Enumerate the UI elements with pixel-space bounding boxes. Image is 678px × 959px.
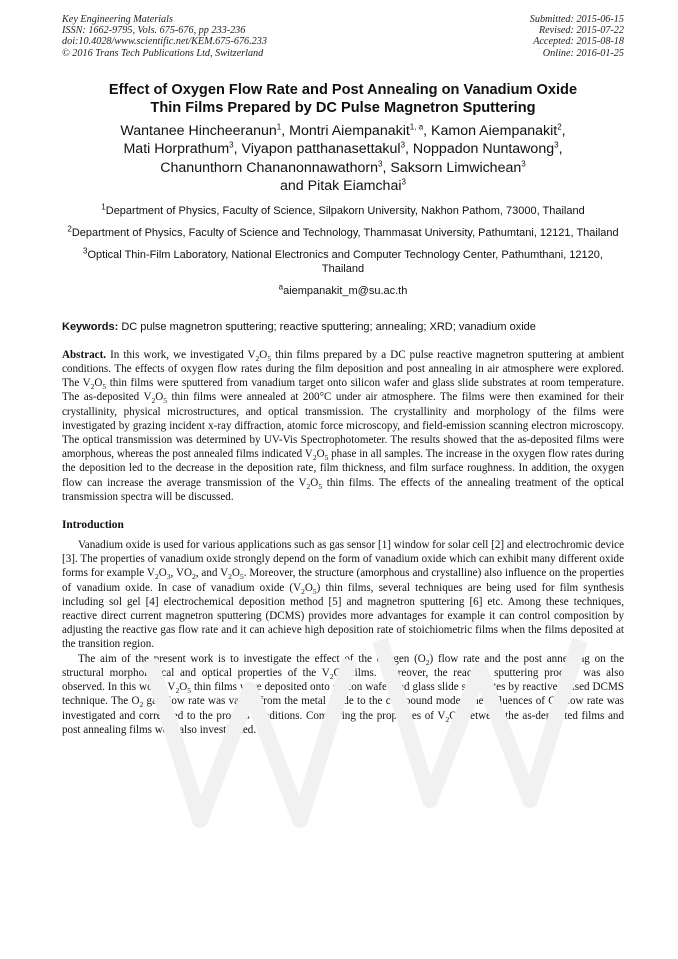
subscript: 2 (154, 572, 159, 582)
text-run: O (231, 567, 240, 580)
text-run: , VO (170, 567, 192, 580)
text-run: In this work, we investigated V (110, 348, 256, 361)
header-left (62, 14, 267, 59)
abstract-label: Abstract. (62, 348, 107, 361)
subscript: 2 (228, 572, 232, 582)
text-run: The aim of the present work is to investigate the effect of the oxygen (O (78, 652, 426, 665)
affiliation-1 (62, 204, 624, 218)
and-word: and (280, 178, 304, 195)
author-line-4 (62, 177, 624, 196)
subscript: 5 (163, 396, 167, 406)
subscript: 5 (318, 481, 323, 491)
author-name: Saksorn Limwichean (390, 159, 522, 176)
text-run: thin films were deposited onto silicon wafer and glass slide substrates by reactive pulsed DCMS technique. The O (62, 681, 624, 708)
title-line-2: Thin Films Prepared by DC Pulse Magnetron Sputtering (150, 99, 536, 116)
keywords-label: Keywords: (62, 320, 119, 333)
header-right (530, 14, 624, 59)
text-run: thin films. The effects of the annealing treatment of the optical transmission spectra will be discussed. (62, 476, 624, 503)
subscript: 2 (306, 481, 311, 491)
section-heading-introduction: Introduction (62, 519, 124, 532)
accepted-date: Accepted: 2015-08-18 (533, 36, 624, 48)
author-name: Noppadon Nuntawong (412, 141, 555, 158)
text-run: O (94, 377, 103, 390)
author-affil-mark: 1, a (409, 122, 424, 132)
paper-title (62, 81, 624, 117)
text-run: ) thin films, several techniques are being used for film synthesis including sol gel [4] electrochemical deposition method [5] and magnetron sputtering [6] etc. Among these techniques, reactive direct current magnetron sputtering (DCMS) provides more advantages for example it can control composition by adjusting the reactive gas flow rate and it can achieve high deposition rate of stoichiometric films when the films deposited at the transition region. (62, 581, 624, 651)
intro-paragraph-1 (62, 538, 624, 652)
author-affil-mark: 3 (229, 140, 234, 150)
corresponding-email[interactable] (62, 281, 624, 298)
text-run: O (333, 666, 342, 679)
text-run: thin films were sputtered from vanadium target onto silicon wafer and glass slide substrates at room temperature. The as-deposited V (62, 377, 624, 404)
text-run: O (179, 681, 188, 694)
author-affil-mark: 3 (378, 159, 383, 169)
affil-mark: 3 (83, 246, 88, 256)
issn-line: ISSN: 1662-9795, Vols. 675-676, pp 233-236 (62, 25, 246, 37)
revised-date: Revised: 2015-07-22 (538, 25, 624, 37)
journal-name: Key Engineering Materials (62, 14, 173, 25)
text-run: O (259, 348, 268, 361)
author-name: Chanunthorn Chananonnawathorn (160, 159, 378, 176)
author-line-2: Mati Horprathum$^3$, Viyapon patthanasettakul$^3$, Noppadon Nuntawong$^3$, (123, 140, 563, 158)
text-run: O (310, 476, 319, 489)
subscript: 2 (255, 354, 260, 364)
author-name: Viyapon patthanasettakul (241, 141, 401, 158)
subscript: 2 (151, 396, 156, 406)
text-run: films. Moreover, the reactive sputtering process was also observed. In this work, V (62, 666, 624, 694)
text-run: ) flow rate and the post annealing on the structural morphological and optical properties of the V (62, 652, 624, 679)
text-run: gas flow rate was varied from the metal mode to the compound mode. The influences of O (143, 695, 557, 708)
text-run: . Moreover, the structure (amorphous and crystalline) also influence on the properties of vanadium oxide. In case of vanadium oxide (V (62, 567, 624, 594)
author-affil-mark: 1 (276, 122, 282, 132)
doi-line[interactable]: doi:10.4028/www.scientific.net/KEM.675-676.233 (62, 36, 267, 48)
subscript: 5 (457, 714, 461, 724)
subscript: 5 (312, 586, 317, 596)
copyright-line: © 2016 Trans Tech Publications Ltd, Switzerland (62, 47, 264, 59)
subscript: 5 (187, 686, 191, 696)
email-mark: a (278, 281, 284, 291)
affiliation-2 (62, 226, 624, 240)
keywords (62, 320, 624, 334)
subscript: 2 (301, 586, 305, 596)
author-name: Pitak Eiamchai (307, 178, 402, 195)
text-run: thin films were annealed at 200°C under air atmosphere. The films were then examined for their crystallinity, physical microstructures, and optical transmission. The crystallinity and morphology of the films were investigated by grazing incident x-ray diffraction, atomic force microscopy, and field-emission scanning electron microscopy. The optical transmission was determined by UV-Vis Spectrophotometer. The results showed that the as-deposited films were amorphous, whereas the post annealed films indicated V (62, 391, 625, 461)
affiliation-text: Department of Physics, Faculty of Science, Silpakorn University, Nakhon Pathom, 73000, Thailand (105, 204, 585, 217)
abstract (62, 348, 624, 504)
affiliation-text: Department of Physics, Faculty of Science and Technology, Thammasat University, Pathumtani, 12121, Thailand (71, 227, 619, 240)
subscript: 2 (90, 382, 95, 392)
subscript: 2 (312, 453, 317, 463)
text-run: O (158, 567, 167, 580)
author-affil-mark: 2 (557, 122, 562, 132)
text-run: O (155, 391, 164, 404)
subscript: 2 (445, 714, 450, 724)
text-run: , and V (195, 567, 229, 580)
subscript: 2 (191, 572, 196, 582)
text-run: Vanadium oxide is used for various applications such as gas sensor [1] window for solar cell [2] and electrochromic device [3]. The properties of vanadium oxide strongly depend on the form of vanadium oxide which can exhibit many different oxide forms for example V (62, 539, 624, 580)
text-run: O (449, 709, 458, 722)
subscript: 2 (139, 700, 144, 710)
subscript: 2 (329, 672, 334, 682)
author-affil-mark: 3 (401, 177, 406, 187)
author-line-3: Chanunthorn Chananonnawathorn$^3$, Saksorn Limwichean$^3$ (160, 159, 526, 176)
author-affil-mark: 3 (521, 159, 526, 169)
intro-paragraph-2 (62, 652, 624, 737)
author-name: Montri Aiempanakit (289, 122, 410, 139)
running-header (62, 14, 624, 59)
text-run: flow rate was investigated and correlated to the process conditions. Comparing the properties of V (62, 695, 624, 722)
subscript: 5 (102, 382, 107, 392)
subscript: 5 (324, 453, 329, 463)
submitted-date: Submitted: 2015-06-15 (529, 14, 624, 25)
text-run: thin films prepared by a DC pulse reactive magnetron sputtering at ambient conditions. The effects of oxygen flow rates during the film deposition and post annealing in air atmosphere were explored. The V (62, 348, 624, 390)
author-name: Mati Horprathum (123, 141, 230, 158)
text-run: between the as-deposited films and post annealing films were also investigated. (62, 709, 625, 736)
subscript: 2 (175, 686, 180, 696)
subscript: 5 (267, 354, 272, 364)
author-affil-mark: 3 (400, 140, 406, 150)
text-run: phase in all samples. The increase in the oxygen flow rates during the deposition led to the decrease in the deposition rate, film thickness, and film surface roughness. In addition, the oxygen flow can increase the average transmission of the V (62, 448, 624, 489)
online-date: Online: 2016-01-25 (542, 47, 624, 59)
author-name: Wantanee Hincheeranun (120, 122, 277, 139)
email-text[interactable]: aiempanakit_m@su.ac.th (283, 284, 408, 297)
author-list (62, 122, 624, 196)
subscript: 2 (425, 657, 430, 667)
subscript: 2 (556, 700, 560, 710)
affil-mark: 2 (67, 224, 72, 234)
keywords-text: DC pulse magnetron sputtering; reactive sputtering; annealing; XRD; vanadium oxide (121, 320, 536, 333)
author-affil-mark: 3 (554, 140, 559, 150)
text-run: O (316, 448, 325, 461)
subscript: 5 (239, 572, 244, 582)
title-line-1: Effect of Oxygen Flow Rate and Post Annealing on Vanadium Oxide (108, 81, 578, 98)
affil-mark: 1 (101, 202, 106, 212)
affiliation-3 (62, 248, 624, 276)
author-name: Kamon Aiempanakit (431, 122, 558, 139)
text-run: O (304, 581, 313, 594)
affiliation-text: Optical Thin-Film Laboratory, National Electronics and Computer Technology Center, Pathumthani, 12120, Thailand (87, 249, 603, 276)
author-line-1: Wantanee Hincheeranun$^1$, Montri Aiempanakit$^{1, a}$, Kamon Aiempanakit$^2$, (120, 122, 566, 139)
subscript: 5 (341, 672, 346, 682)
subscript: 3 (166, 572, 171, 582)
